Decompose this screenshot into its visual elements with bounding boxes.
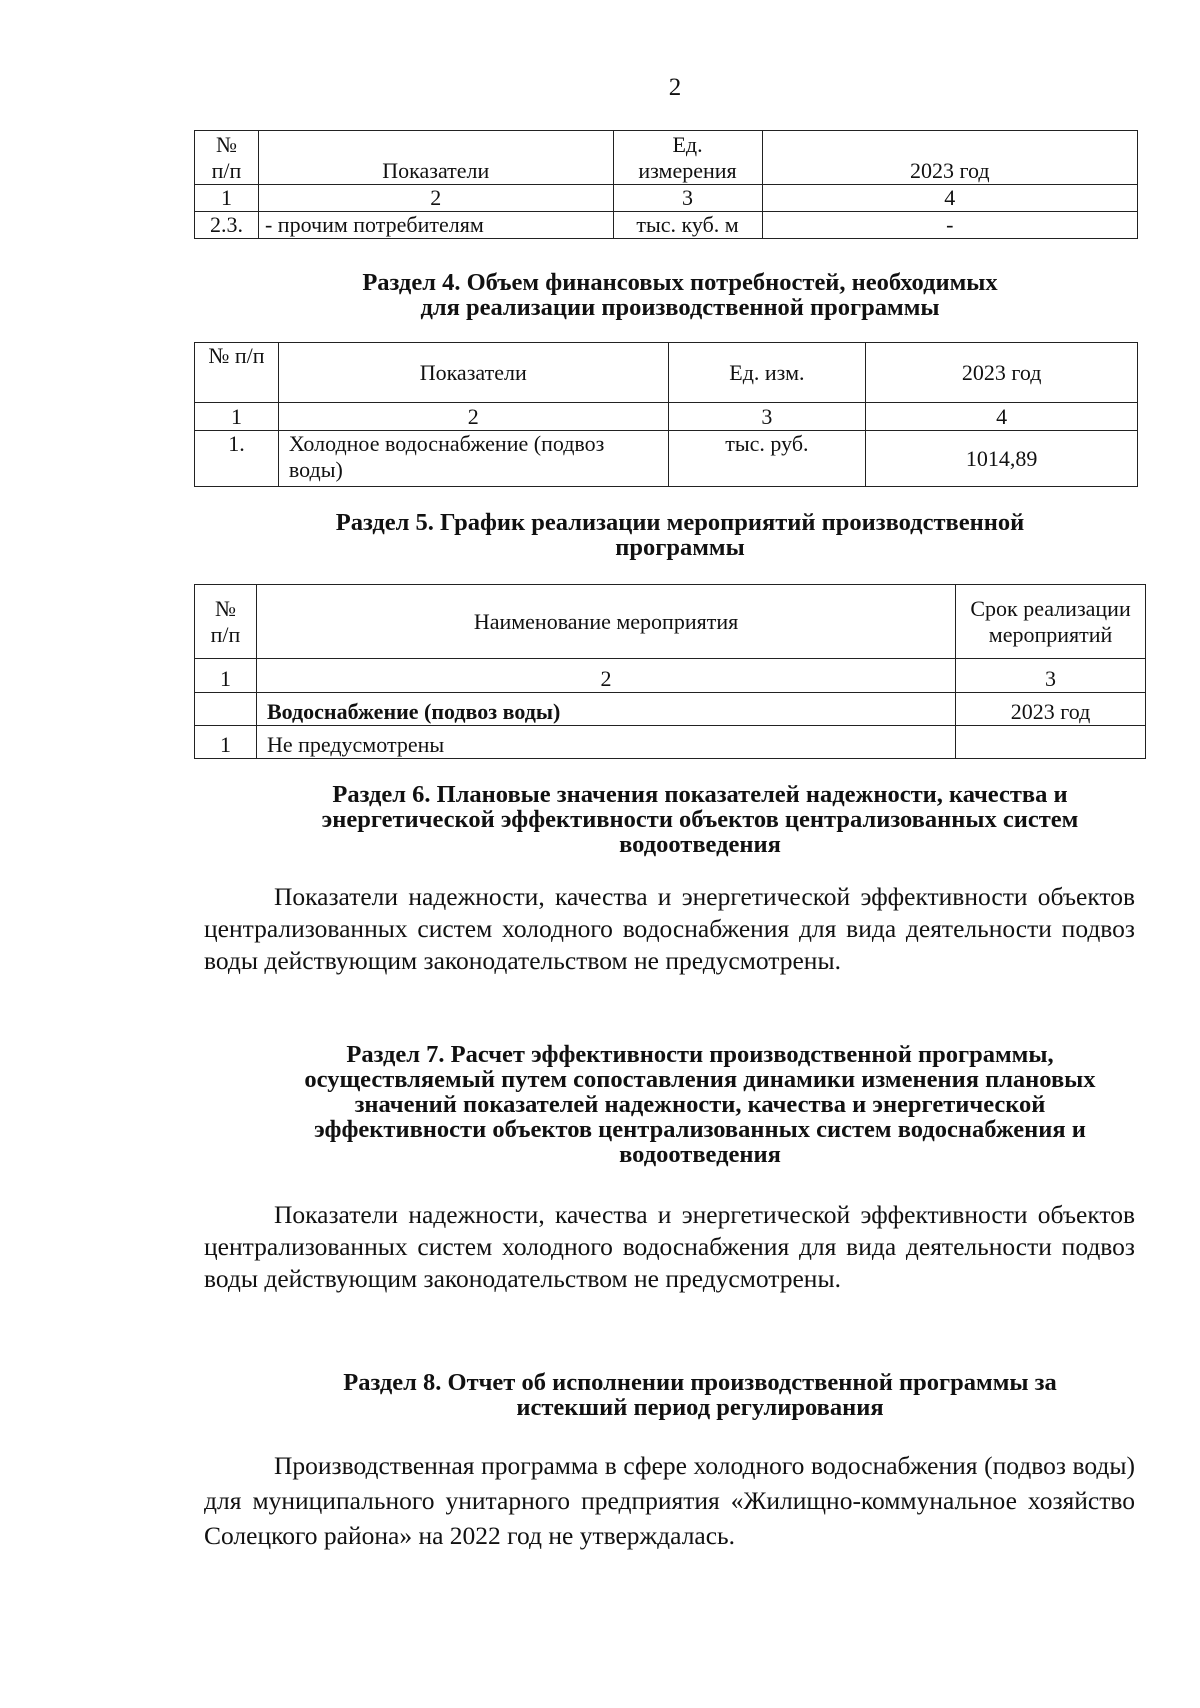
index-cell: 1 <box>195 403 279 431</box>
row-deadline <box>956 726 1146 759</box>
section-4-heading: Раздел 4. Объем финансовых потребностей, необходимых для реализации производственной программы <box>362 269 998 321</box>
table-row <box>195 431 1138 487</box>
table-index-row <box>195 659 1146 693</box>
row-indicator: - прочим потребителям <box>258 212 613 239</box>
section-6-heading: Раздел 6. Плановые значения показателей надежности, качества и энергетической эффективности объектов централизованных систем водоотведения <box>321 781 1079 858</box>
row-unit: тыс. руб. <box>668 431 866 487</box>
table-header-row <box>195 343 1138 403</box>
group-deadline: 2023 год <box>956 693 1146 726</box>
col-header-year: 2023 год <box>762 131 1137 185</box>
section-6-text: Показатели надежности, качества и энергетической эффективности объектов централизованных систем холодного водоснабжения для вида деятельности подвоз воды действующим законодательством не предусмотрены. <box>204 882 1135 975</box>
table-index-row <box>195 403 1138 431</box>
index-cell: 2 <box>278 403 668 431</box>
table-row <box>195 212 1138 239</box>
row-value: - <box>762 212 1137 239</box>
table-indicators-continued <box>194 130 1138 239</box>
section-8-text: Производственная программа в сфере холодного водоснабжения (подвоз воды) для муниципального унитарного предприятия «Жилищно-коммунальное хозяйство Солецкого района» на 2022 год не утверждалась. <box>204 1451 1135 1550</box>
row-indicator: Холодное водоснабжение (подвоз воды) <box>278 431 668 487</box>
col-header-deadline: Срок реализации мероприятий <box>956 585 1146 659</box>
group-number <box>195 693 257 726</box>
col-header-year: 2023 год <box>866 343 1138 403</box>
row-value: 1014,89 <box>866 431 1138 487</box>
index-cell: 2 <box>258 185 613 212</box>
table-header-row <box>195 585 1146 659</box>
index-cell: 2 <box>256 659 955 693</box>
col-header-number: № п/п <box>195 585 257 659</box>
col-header-indicators: Показатели <box>278 343 668 403</box>
section-7-heading: Раздел 7. Расчет эффективности производственной программы, осуществляемый путем сопоставления динамики изменения плановых значений показателей надежности, качества и энергетической эффективности объектов централизованных систем водоснабжения и водоотведения <box>304 1041 1096 1168</box>
row-activity: Не предусмотрены <box>256 726 955 759</box>
col-header-indicators: Показатели <box>258 131 613 185</box>
table-financial-needs <box>194 342 1138 487</box>
row-number: 1. <box>195 431 279 487</box>
table-schedule <box>194 584 1146 759</box>
index-cell: 4 <box>762 185 1137 212</box>
row-unit: тыс. куб. м <box>613 212 762 239</box>
index-cell: 3 <box>668 403 866 431</box>
row-number: 1 <box>195 726 257 759</box>
table-group-row <box>195 693 1146 726</box>
section-7-text: Показатели надежности, качества и энергетической эффективности объектов централизованных систем холодного водоснабжения для вида деятельности подвоз воды действующим законодательством не предусмотрены. <box>204 1200 1135 1293</box>
col-header-unit: Ед. изм. <box>668 343 866 403</box>
group-title: Водоснабжение (подвоз воды) <box>256 693 955 726</box>
table-row <box>195 726 1146 759</box>
col-header-number: № п/п <box>195 131 259 185</box>
table-index-row <box>195 185 1138 212</box>
col-header-number: № п/п <box>195 343 279 403</box>
index-cell: 1 <box>195 185 259 212</box>
col-header-activity: Наименование мероприятия <box>256 585 955 659</box>
index-cell: 3 <box>956 659 1146 693</box>
page-number: 2 <box>668 74 682 101</box>
index-cell: 4 <box>866 403 1138 431</box>
index-cell: 1 <box>195 659 257 693</box>
section-8-heading: Раздел 8. Отчет об исполнении производственной программы за истекший период регулирования <box>343 1369 1057 1421</box>
row-number: 2.3. <box>195 212 259 239</box>
section-5-heading: Раздел 5. График реализации мероприятий производственной программы <box>335 509 1025 561</box>
col-header-unit: Ед. измерения <box>613 131 762 185</box>
index-cell: 3 <box>613 185 762 212</box>
table-header-row <box>195 131 1138 185</box>
